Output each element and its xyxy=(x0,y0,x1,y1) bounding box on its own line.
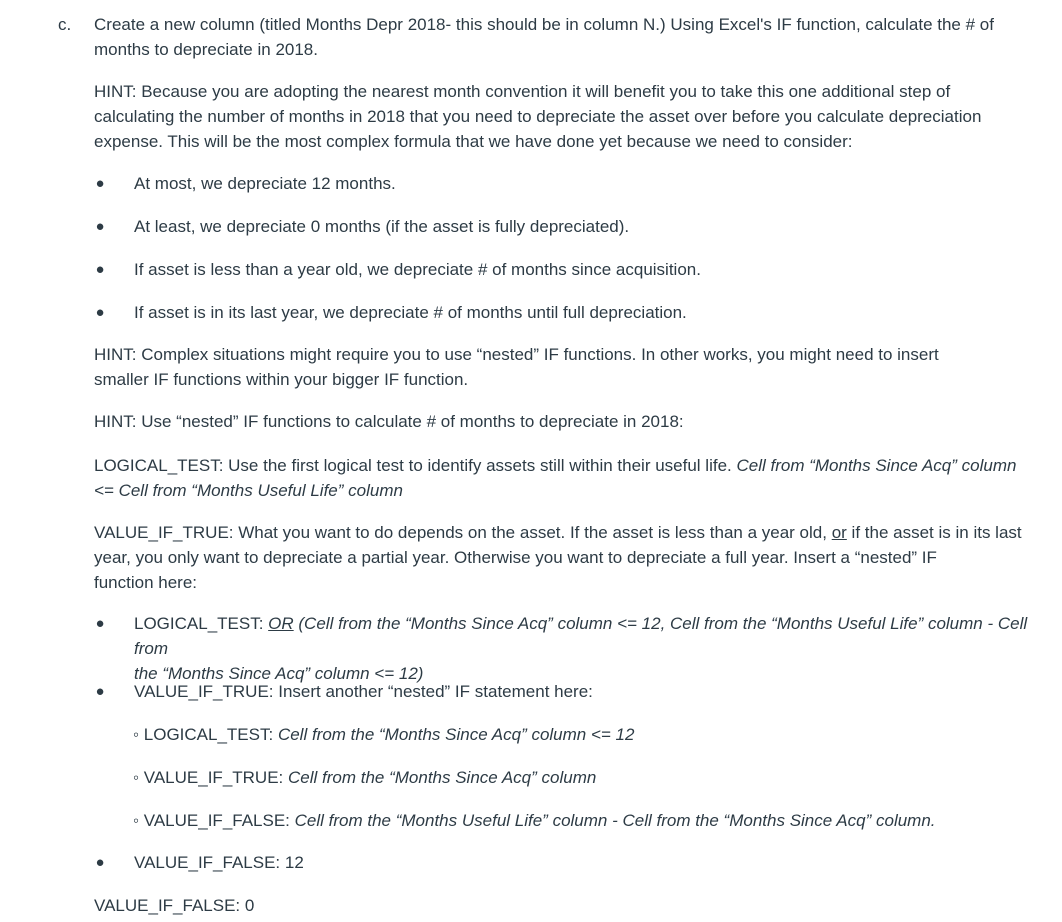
item-intro xyxy=(94,12,1044,62)
consideration-text: If asset is in its last year, we depreciate # of months until full depreciation. xyxy=(134,303,687,322)
vit-or: or xyxy=(831,523,847,542)
inner-italic: Cell from the “Months Since Acq” column <= 12 xyxy=(277,725,635,744)
sub-list-item xyxy=(133,765,1033,790)
consideration-text: At most, we depreciate 12 months. xyxy=(134,174,396,193)
intro-line-1: Create a new column (titled Months Depr 2018- this should be in column N.) Using Excel's IF function, calculate the # of xyxy=(94,15,994,34)
item-marker: c. xyxy=(58,15,72,34)
hint2-line-1: HINT: Complex situations might require you to use “nested” IF functions. In other works, you might need to insert xyxy=(94,345,939,364)
consideration-text: If asset is less than a year old, we depreciate # of months since acquisition. xyxy=(134,260,701,279)
nested-lt-italic-1: (Cell from the “Months Since Acq” column <= 12, Cell from the “Months Useful Life” column - Cell from xyxy=(134,614,1028,658)
circle-bullet-icon: ◦ xyxy=(133,768,140,787)
nested-lt-label: LOGICAL_TEST: xyxy=(134,614,269,633)
hint-nested-if xyxy=(94,342,1044,392)
nested-logical-test xyxy=(134,611,1039,686)
inner-label: VALUE_IF_FALSE: xyxy=(143,811,295,830)
logical-test-label: LOGICAL_TEST: Use the first logical test to identify assets still within their useful life. xyxy=(94,456,737,475)
logical-test-italic-2: <= Cell from “Months Useful Life” column xyxy=(94,481,403,500)
inner-label: LOGICAL_TEST: xyxy=(143,725,278,744)
hint2-line-2: smaller IF functions within your bigger IF function. xyxy=(94,370,469,389)
sub-list-item xyxy=(133,808,1033,833)
nested-value-if-false: VALUE_IF_FALSE: 12 xyxy=(134,853,304,872)
consideration-text: At least, we depreciate 0 months (if the asset is fully depreciated). xyxy=(134,217,630,236)
logical-test-italic-1: Cell from “Months Since Acq” column xyxy=(736,456,1017,475)
inner-italic: Cell from the “Months Since Acq” column xyxy=(288,768,597,787)
inner-label: VALUE_IF_TRUE: xyxy=(143,768,288,787)
circle-bullet-icon: ◦ xyxy=(133,725,140,744)
inner-italic: Cell from the “Months Useful Life” column - Cell from the “Months Since Acq” column. xyxy=(294,811,936,830)
bullet-icon: ● xyxy=(95,854,105,871)
value-if-true-paragraph xyxy=(94,520,1044,595)
value-if-false-paragraph: VALUE_IF_FALSE: 0 xyxy=(94,896,255,915)
bullet-icon: ● xyxy=(95,175,105,192)
hint-nearest-month xyxy=(94,79,1044,154)
hint-use-nested: HINT: Use “nested” IF functions to calculate # of months to depreciate in 2018: xyxy=(94,412,684,431)
hint1-line-1: HINT: Because you are adopting the nearest month convention it will benefit you to take this one additional step of xyxy=(94,82,951,101)
nested-value-if-true: VALUE_IF_TRUE: Insert another “nested” IF statement here: xyxy=(134,682,593,701)
bullet-icon: ● xyxy=(95,615,105,632)
nested-lt-italic-2: the “Months Since Acq” column <= 12) xyxy=(134,664,424,683)
hint1-line-3: expense. This will be the most complex formula that we have done yet because we need to consider: xyxy=(94,132,853,151)
bullet-icon: ● xyxy=(95,304,105,321)
vit-line-1-end: if the asset is in its last xyxy=(846,523,1022,542)
intro-line-2: months to depreciate in 2018. xyxy=(94,40,318,59)
nested-lt-or: OR xyxy=(268,614,294,633)
bullet-icon: ● xyxy=(95,683,105,700)
bullet-icon: ● xyxy=(95,218,105,235)
hint1-line-2: calculating the number of months in 2018 that you need to depreciate the asset over before you calculate depreciation xyxy=(94,107,982,126)
vit-line-1: VALUE_IF_TRUE: What you want to do depends on the asset. If the asset is less than a year old, xyxy=(94,523,832,542)
bullet-icon: ● xyxy=(95,261,105,278)
logical-test-paragraph xyxy=(94,453,1044,503)
sub-list-item xyxy=(133,722,1033,747)
circle-bullet-icon: ◦ xyxy=(133,811,140,830)
vit-line-3: function here: xyxy=(94,573,198,592)
vit-line-2: year, you only want to depreciate a partial year. Otherwise you want to depreciate a full year. Insert a “nested” IF xyxy=(94,548,937,567)
